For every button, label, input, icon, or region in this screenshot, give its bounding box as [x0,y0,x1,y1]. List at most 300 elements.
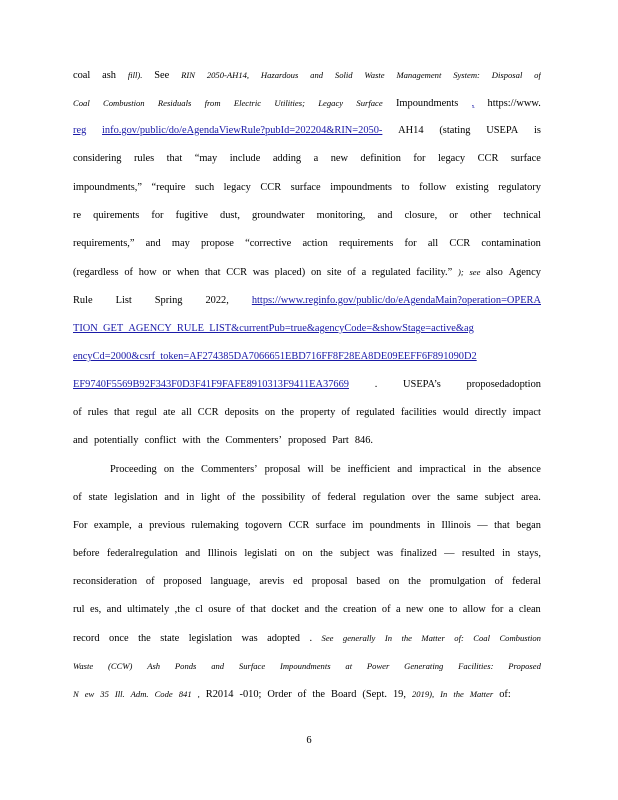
word: light [201,492,221,503]
italic-text: and [211,661,225,671]
word: impact [512,407,541,418]
word: Commenters’ [201,464,258,475]
word: rulemaking [191,520,239,531]
text-line [73,294,541,308]
text-line [73,181,541,195]
italic-text: Ash [147,661,161,671]
italic-text: Matter [421,633,445,643]
word: requirements,” [73,238,135,249]
italic-text: from [204,98,221,108]
word: rul [73,604,85,615]
word: to [449,604,458,615]
italic-text: Proposed [508,661,541,671]
hyperlink[interactable]: https://www.reginfo.gov/public/do/eAgendaMain?operation=OPERA [251,295,541,306]
word: of [297,689,307,700]
word: definition [360,153,401,164]
word: impoundments [330,182,392,193]
italic-text: Utilities; [274,98,305,108]
word: promulgation [429,576,486,587]
word: property [300,407,336,418]
word: Illinois [441,520,471,531]
text-line [73,152,541,166]
word: ate [163,407,176,418]
word: subject [484,492,515,503]
text-line [73,350,541,364]
word: a [313,153,319,164]
word: of [73,407,82,418]
word: the [324,604,338,615]
word: is [534,125,541,136]
word: to [401,182,410,193]
word: state [88,492,108,503]
word: federalregulation [106,548,178,559]
word: new [330,153,348,164]
text-line [73,265,541,280]
word: R2014 [205,689,234,700]
word: began [516,520,541,531]
word: for [404,238,417,249]
word: legislati [244,548,278,559]
word: im [352,520,364,531]
word: — [477,520,488,531]
italic-text: In [384,633,393,643]
word: same [456,492,478,503]
word: quirements [93,210,140,221]
word: osure [208,604,231,615]
word: 19, [392,689,406,700]
italic-text: Disposal [491,70,523,80]
italic-text: generally [342,633,376,643]
word: or [162,267,171,278]
word: legislation [114,492,158,503]
word: language, [210,576,251,587]
word: a [508,604,514,615]
italic-text: Management [396,70,442,80]
word: deposits [224,407,259,418]
italic-text: Coal [73,98,90,108]
hyperlink[interactable]: EF9740F5569B92F343F0D3F41F9FAFE8910313F9411EA37669 [73,379,349,390]
word: in [473,464,482,475]
word: legacy [223,182,251,193]
text-line [73,491,541,505]
word: surface [510,153,541,164]
word: re [73,210,82,221]
italic-text: Waste [364,70,385,80]
word: such [195,182,215,193]
word: technical [503,210,541,221]
word: and [185,548,201,559]
word: rules [133,153,155,164]
text-line [73,68,541,83]
word: over [411,492,431,503]
word: Rule [73,295,93,306]
word: arevis [259,576,285,587]
word: the [408,576,421,587]
italic-text: 2019), [411,689,435,699]
word: propose [200,238,234,249]
word: directly [474,407,507,418]
text-line [110,463,541,477]
word: placed) [274,267,306,278]
text-line [73,124,541,138]
text-line [73,209,541,223]
word: and [377,210,393,221]
text-line [73,575,541,589]
word: include [229,153,261,164]
word: for [413,153,426,164]
word: may [171,238,190,249]
word: for [151,210,164,221]
word: Board [331,689,357,700]
word: other [469,210,492,221]
word: regulated [356,407,395,418]
word: in [186,492,195,503]
italic-text: Residuals [157,98,192,108]
page-number: 6 [306,735,312,746]
word: conflict [144,435,177,446]
word: docket [271,604,300,615]
italic-text: Hazardous [260,70,299,80]
word: federal [512,576,541,587]
word: USEPA [486,125,519,136]
word: and [304,604,320,615]
word: on [302,548,313,559]
word: clean [518,604,541,615]
word: USEPA’s [403,379,441,390]
text-line [73,547,541,561]
italic-text: System: [453,70,480,80]
word: proposed [287,435,327,446]
text-line [73,378,541,392]
word: considering [73,153,122,164]
word: state [160,633,180,644]
word: impractical [419,464,467,475]
word: the [437,492,450,503]
italic-text: at [345,661,353,671]
hyperlink[interactable]: info.gov/public/do/eAgendaViewRule?pubId=202204&RIN=2050- [102,125,383,136]
word: in [426,520,435,531]
word: . [374,379,378,390]
word: and [73,435,89,446]
word: . [309,633,313,644]
word: of [341,407,350,418]
italic-text: Adm. [130,689,149,699]
text-line [73,659,541,673]
word: the [206,435,220,446]
word: proposal [264,464,301,475]
text-line [73,631,541,646]
word: the [242,492,255,503]
word: was [376,548,394,559]
word: on [388,576,400,587]
italic-text: Generating [404,661,444,671]
word: proposal [311,576,348,587]
word: on [163,464,175,475]
word: Commenters’ [225,435,282,446]
word: possibility [261,492,306,503]
text-line [73,434,541,448]
word: the [281,407,294,418]
word: resulted [461,548,495,559]
word: of [381,604,391,615]
text-line [73,96,541,111]
word: legislation [188,633,233,644]
word: es, [89,604,102,615]
italic-text: the [401,633,412,643]
word: of [73,492,82,503]
word: Agency [508,267,541,278]
word: rules [87,407,108,418]
word: List [115,295,132,306]
word: regulation [362,492,406,503]
word: and [145,238,161,249]
word: “corrective [245,238,292,249]
word: when [176,267,200,278]
word: Spring [154,295,183,306]
word: CCR [477,153,499,164]
word: the [312,689,326,700]
word: See [154,70,170,81]
word: all [181,407,192,418]
word: proposed [163,576,202,587]
word: creation [343,604,377,615]
italic-text: ew [84,689,95,699]
word: Illinois [207,548,238,559]
word: regulatory [498,182,541,193]
word: legacy [437,153,466,164]
word: on [310,267,322,278]
word: CCR [226,267,248,278]
word: will [307,464,324,475]
italic-text: Waste [73,661,94,671]
word: with [182,435,201,446]
word: proposedadoption [466,379,541,390]
word: (Sept. [362,689,387,700]
word: ed [293,576,303,587]
italic-text: Combustion [103,98,145,108]
word: for [491,604,504,615]
italic-text: See [321,633,334,643]
italic-text: Electric [233,98,262,108]
word: regulated [371,267,411,278]
italic-text: the [453,689,464,699]
word: ash [102,70,117,81]
word: groundwater [252,210,305,221]
word: a [138,520,143,531]
word: and [397,464,413,475]
word: once [109,633,129,644]
word: adopted [267,633,301,644]
word: “require [151,182,186,193]
text-line [73,687,541,702]
word: Part [332,435,349,446]
word: -010; [239,689,262,700]
italic-text: N [73,689,79,699]
word: of [226,492,236,503]
word: reconsideration [73,576,138,587]
word: allow [462,604,486,615]
word: CCR [260,182,282,193]
word: the [488,464,501,475]
text-line [73,519,541,533]
italic-text: RIN [181,70,195,80]
word: ultimately [127,604,170,615]
word: of [145,576,155,587]
word: subject [340,548,370,559]
word: the [138,633,151,644]
word: Proceeding [110,464,157,475]
word: all [427,238,439,249]
word: how [138,267,157,278]
italic-text: ); [457,267,464,277]
word: CCR [288,520,310,531]
word: that [204,267,221,278]
italic-text: of: [454,633,464,643]
word: monitoring, [316,210,366,221]
hyperlink[interactable]: , [471,98,475,109]
word: dust, [220,210,240,221]
word: surface [315,520,346,531]
italic-text: Combustion [499,633,541,643]
italic-text: Ponds [174,661,197,671]
text-line [73,237,541,251]
word: that [114,407,130,418]
word: that [166,153,183,164]
italic-text: 35 [100,689,109,699]
word: “may [194,153,218,164]
word: action [302,238,328,249]
word: coal [73,70,91,81]
word: of [494,576,504,587]
word: a [361,267,367,278]
word: federal [327,492,357,503]
word: requirements [339,238,394,249]
word: Impoundments [395,98,459,109]
italic-text: of [534,70,541,80]
word: on [284,548,295,559]
italic-text: In [440,689,448,699]
word: site [327,267,342,278]
italic-text: 841 [178,689,192,699]
word: on [264,407,276,418]
word: 2022, [205,295,229,306]
italic-text: Ill. [114,689,125,699]
italic-text: Impoundments [279,661,331,671]
word: area. [520,492,541,503]
word: CCR [449,238,471,249]
word: of [236,604,245,615]
text-line [73,322,541,336]
word: facility.” [416,267,453,278]
word: that [250,604,266,615]
word: also [486,267,503,278]
word: — [444,548,455,559]
word: would [442,407,469,418]
word: finalized [400,548,437,559]
italic-text: fill). [127,70,143,80]
word: closure, [404,210,438,221]
word: based [356,576,381,587]
italic-text: , [197,689,200,699]
word: be [330,464,341,475]
word: CCR [197,407,219,418]
word: stays, [517,548,541,559]
word: and [164,492,180,503]
italic-text: Solid [334,70,353,80]
italic-text: 2050-AH14, [206,70,250,80]
word: (regardless [73,267,119,278]
italic-text: and [310,70,324,80]
word: https://www. [487,98,541,109]
hyperlink[interactable]: TION_GET_AGENCY_RULE_LIST&currentPub=true&agencyCode=&showStage=active&ag [73,323,474,334]
word: follow [419,182,447,193]
word: (stating [439,125,471,136]
word: one [428,604,444,615]
word: was [252,267,269,278]
word: AH14 [398,125,424,136]
word: potentially [94,435,139,446]
word: absence [508,464,541,475]
word: contamination [481,238,541,249]
italic-text: see [469,267,481,277]
word: For [73,520,88,531]
word: surface [290,182,321,193]
italic-text: Power [366,661,390,671]
word: regul [135,407,158,418]
word: impoundments,” [73,182,142,193]
word: record [73,633,100,644]
italic-text: Coal [473,633,490,643]
word: was [241,633,258,644]
text-line [73,406,541,420]
word: that [494,520,510,531]
word: Order [267,689,292,700]
italic-text: Legacy [318,98,344,108]
word: of [311,492,321,503]
word: fugitive [175,210,208,221]
word: existing [455,182,489,193]
italic-text: Facilities: [458,661,494,671]
word: poundments [369,520,421,531]
hyperlink[interactable]: encyCd=2000&csrf_token=AF274385DA7066651EBD716FF8F28EA8DE09EEFF6F891090D2 [73,351,477,362]
italic-text: Matter [469,689,494,699]
word: of [124,267,133,278]
word: before [73,548,100,559]
word: a [395,604,401,615]
word: inefficient [347,464,391,475]
word: and [106,604,122,615]
word: previous [149,520,185,531]
italic-text: Surface [238,661,266,671]
word: the [320,548,333,559]
word: of: [499,689,511,700]
word: or [449,210,458,221]
word: example, [93,520,132,531]
italic-text: (CCW) [108,661,133,671]
hyperlink[interactable]: reg [73,125,87,136]
word: facilities [400,407,437,418]
italic-text: Code [154,689,173,699]
word: cl [195,604,203,615]
text-line [73,603,541,617]
word: in [502,548,511,559]
word: 846. [354,435,373,446]
word: adding [272,153,302,164]
word: the [181,464,194,475]
word: new [406,604,424,615]
word: ,the [174,604,190,615]
word: of [347,267,356,278]
